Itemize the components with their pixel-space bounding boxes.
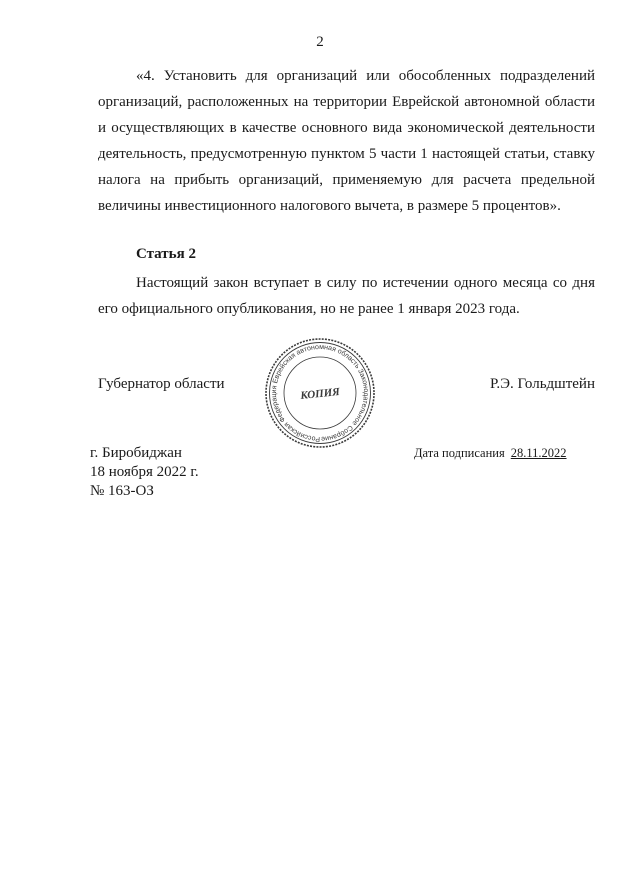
- official-stamp: [255, 338, 385, 450]
- page-number: 2: [316, 34, 324, 50]
- amendment-paragraph: «4. Установить для организаций или обособленных подразделений организаций, расположенных на территории Еврейской автономной области и осуществляющих в качестве основного вида экономической деятельности деятельность, предусмотренную пунктом 5 части 1 настоящей статьи, ставку налога на прибыть организаций, применяемую для расчета предельной величины инвестиционного налогового вычета, в размере 5 процентов».: [98, 68, 595, 214]
- signing-date-label: Дата подписания: [414, 446, 505, 460]
- signatory-name: Р.Э. Гольдштейн: [489, 376, 595, 392]
- stamp-center-text: КОПИЯ: [299, 385, 341, 403]
- effective-date-paragraph: Настоящий закон вступает в силу по истечении одного месяца со дня его официального опубликования, но не ранее 1 января 2023 года.: [98, 275, 595, 317]
- article-heading: Статья 2: [136, 246, 196, 262]
- stamp-ring-text: Российская Федерация Еврейская автономная область Законодательное Собрание: [270, 343, 370, 443]
- signing-date-value: 28.11.2022: [510, 446, 567, 460]
- law-number: № 163-ОЗ: [90, 483, 154, 499]
- signing-date: [414, 446, 567, 461]
- signatory-position: Губернатор области: [98, 376, 225, 392]
- enactment-city: г. Биробиджан: [90, 445, 182, 461]
- enactment-details: [90, 444, 199, 501]
- enactment-date: 18 ноября 2022 г.: [90, 464, 199, 480]
